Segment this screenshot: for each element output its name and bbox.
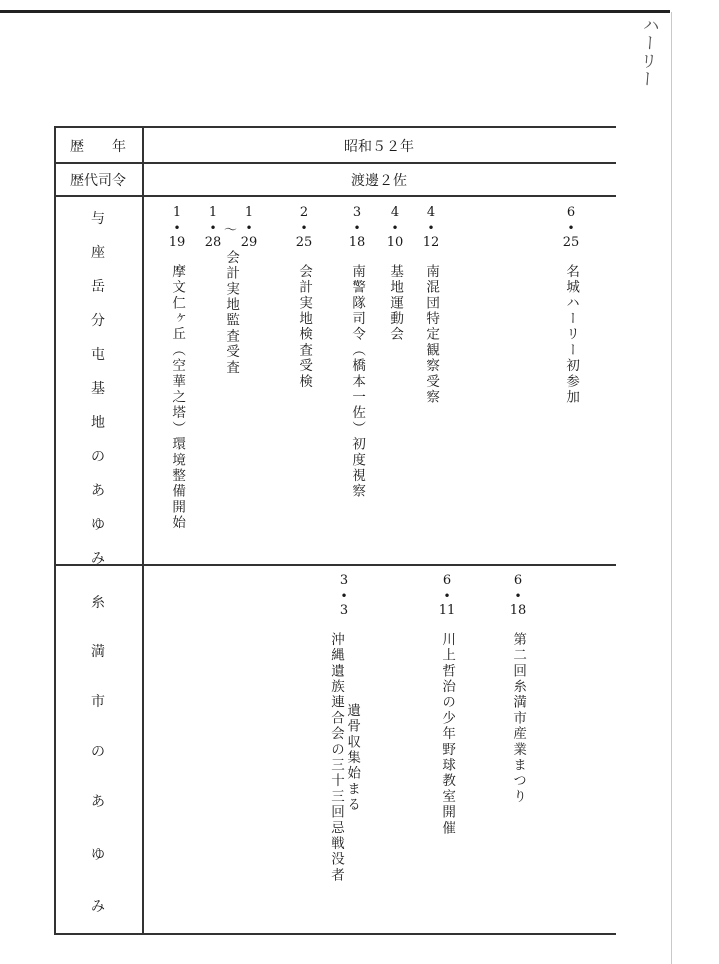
- top-rule: [0, 10, 670, 13]
- entry-dot: •: [300, 221, 308, 235]
- page-edge: [671, 12, 672, 964]
- base-label-char: あ: [91, 483, 105, 499]
- entry-text: 第二回糸満市産業まつり: [510, 632, 527, 805]
- entry-text: 基地運動会: [387, 264, 404, 343]
- entry-day: 25: [562, 235, 580, 250]
- entry-dot: •: [514, 589, 522, 603]
- entry-dot: •: [209, 221, 217, 235]
- year-value: 昭和５２年: [344, 139, 414, 155]
- entry-day: 29: [240, 235, 258, 250]
- commander-value: 渡邊２佐: [351, 173, 407, 189]
- city-label-char: の: [91, 744, 105, 760]
- entry-dot: •: [567, 221, 575, 235]
- entry-text: 摩文仁ヶ丘（空華之塔）環境整備開始: [169, 264, 186, 531]
- entry-month: 2: [299, 205, 309, 220]
- city-label-char: 糸: [91, 595, 105, 611]
- entry-month: 4: [426, 205, 436, 220]
- entry-dot: •: [443, 589, 451, 603]
- base-entry: [164, 206, 190, 534]
- city-label-char: み: [91, 899, 105, 915]
- entry-text: 名城ハーリー初参加: [563, 264, 580, 406]
- row-divider-2: [54, 195, 616, 197]
- base-entry: [344, 206, 370, 503]
- entry-month: 6: [442, 573, 452, 588]
- base-entry: [291, 206, 317, 393]
- city-entry: [324, 574, 364, 883]
- city-entry: [505, 574, 531, 808]
- base-entry: [558, 206, 584, 408]
- chronology-table: [54, 126, 616, 934]
- entry-day: 18: [348, 235, 366, 250]
- entry-day: 10: [386, 235, 404, 250]
- base-section-label: [54, 198, 142, 567]
- entry-month: 6: [513, 573, 523, 588]
- base-label-char: ゆ: [91, 517, 105, 533]
- row-divider-1: [54, 162, 616, 164]
- base-label-char: 基: [91, 381, 105, 397]
- entry-text: 会計実地監査受査: [223, 250, 240, 376]
- year-label: 歴 年: [70, 139, 126, 155]
- city-label-char: 市: [91, 694, 105, 710]
- entry-dot: •: [340, 589, 348, 603]
- entry-month: 6: [566, 205, 576, 220]
- entry-dot: •: [427, 221, 435, 235]
- base-label-char: み: [91, 551, 105, 567]
- base-label-char: 分: [91, 313, 105, 329]
- base-entry: [418, 206, 444, 408]
- city-entry: [434, 574, 460, 839]
- entry-day: 11: [438, 603, 456, 618]
- entry-month: 3: [352, 205, 362, 220]
- base-label-char: の: [91, 449, 105, 465]
- entry-month: 3: [339, 573, 349, 588]
- entry-day: 19: [168, 235, 186, 250]
- entry-day: 12: [422, 235, 440, 250]
- table-border-top: [54, 126, 616, 128]
- entry-month: 4: [390, 205, 400, 220]
- entry-day: 28: [204, 235, 222, 250]
- entry-month: 1: [172, 205, 182, 220]
- entry-day: 25: [295, 235, 313, 250]
- entry-text-line: 遺骨収集始まる: [344, 702, 361, 813]
- entry-dot: •: [245, 221, 253, 235]
- range-tilde: 〜: [224, 223, 238, 238]
- entry-dot: •: [391, 221, 399, 235]
- commander-label: 歴代司令: [70, 173, 126, 189]
- base-label-char: 屯: [91, 347, 105, 363]
- entry-day: 18: [509, 603, 527, 618]
- entry-text: 南警隊司令（橋本一佐）初度視察: [349, 264, 366, 500]
- label-column-divider: [142, 126, 144, 934]
- base-label-char: 座: [91, 245, 105, 261]
- base-label-char: 地: [91, 415, 105, 431]
- entry-text: 南混団特定観察受察: [423, 264, 440, 406]
- city-label-char: 満: [91, 644, 105, 660]
- base-entry: [382, 206, 408, 346]
- entry-text-line: 沖縄遺族連合会の三十三回忌戦没者: [328, 632, 344, 884]
- city-section-label: [54, 566, 142, 934]
- base-entry-text-only: [218, 236, 244, 379]
- base-label-char: 与: [91, 211, 105, 227]
- entry-text: 川上哲治の少年野球教室開催: [439, 632, 456, 837]
- city-label-char: ゆ: [91, 847, 105, 863]
- entry-dot: •: [173, 221, 181, 235]
- base-label-char: 岳: [91, 279, 105, 295]
- entry-month: 1: [208, 205, 218, 220]
- entry-month: 1: [244, 205, 254, 220]
- city-label-char: あ: [91, 794, 105, 810]
- entry-text: 会計実地検査受検: [296, 264, 313, 390]
- entry-dot: •: [353, 221, 361, 235]
- entry-day: 3: [339, 603, 349, 618]
- handwritten-note: ハーリー: [634, 15, 660, 89]
